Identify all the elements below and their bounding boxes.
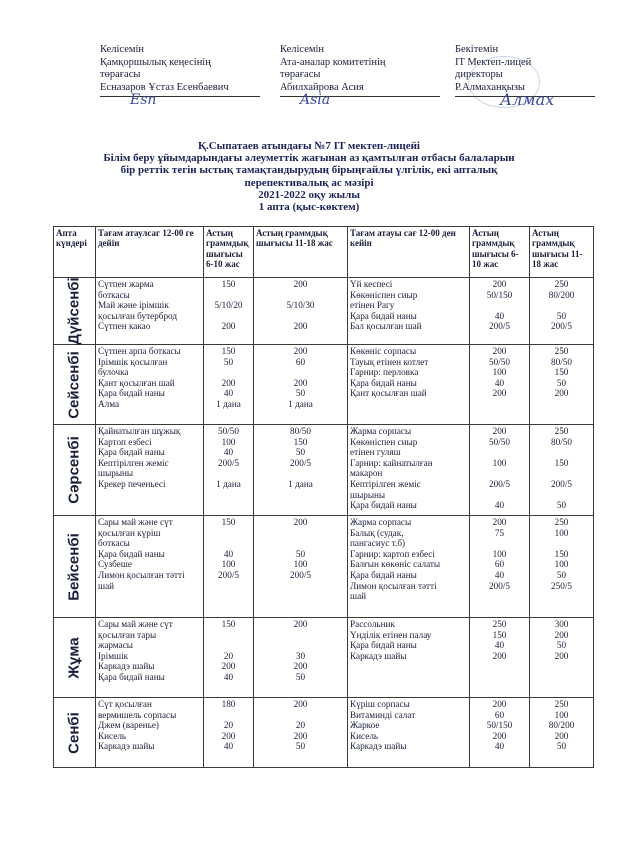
cell-line: Лимон қосылған тәтті (350, 580, 437, 591)
cell-line: 200 (492, 730, 507, 741)
cell-line: 200/5 (489, 478, 510, 489)
dish-cell (96, 698, 204, 768)
cell-line: 80/200 (548, 289, 575, 300)
cell-line: 20 (223, 720, 234, 731)
dish-cell (348, 425, 470, 516)
grams-cell (470, 698, 530, 768)
cell-line: 100 (554, 527, 569, 538)
cell-line: 150 (554, 367, 569, 378)
cell-line: шай (98, 580, 115, 591)
cell-line: 200 (221, 377, 236, 388)
cell-line (532, 538, 591, 549)
cell-line: 200 (492, 279, 507, 289)
cell-line: 40 (223, 447, 234, 458)
cell-line: 50 (295, 447, 306, 458)
cell-line: 100 (492, 367, 507, 378)
cell-line: Витаминді салат (350, 709, 416, 720)
cell-line: 100 (554, 559, 569, 570)
cell-line: Сүтпен жарма (98, 279, 154, 289)
table-row (54, 345, 594, 425)
cell-line: 50 (556, 310, 567, 321)
grams-cell (470, 516, 530, 618)
cell-line: 250 (492, 619, 507, 629)
dish-cell (348, 698, 470, 768)
cell-line: Каркадэ шайы (98, 741, 155, 752)
table-row (54, 425, 594, 516)
cell-line: 200 (293, 619, 308, 629)
cell-line: етінен гуляш (350, 447, 401, 458)
cell-line: 50 (556, 377, 567, 388)
cell-line: 200 (492, 426, 507, 436)
cell-line: 1 дана (288, 398, 313, 409)
cell-line: Қара бидай наны (350, 310, 417, 321)
cell-line (206, 311, 251, 322)
cell-line (206, 528, 251, 539)
cell-line: етінен Рагу (350, 300, 395, 311)
cell-line: 200 (492, 346, 507, 356)
cell-line: Май және ірімшік (98, 300, 169, 311)
cell-line (532, 468, 591, 479)
cell-line: Крекер печеньесі (98, 478, 166, 489)
grams-cell (204, 618, 254, 698)
cell-line: жармасы (98, 640, 133, 651)
cell-line: 50 (556, 741, 567, 752)
signature-director: Бекітемін IT Мектеп-лицей директоры Р.Алмаханқызы (455, 44, 595, 97)
cell-line: 250 (554, 517, 569, 527)
day-name: Сенбі (65, 711, 83, 754)
day-name: Дүйсенбі (65, 277, 83, 345)
cell-line: Қант қосылған шай (350, 388, 427, 399)
cell-line: 100 (554, 709, 569, 720)
cell-line: 150 (221, 279, 236, 289)
cell-line: Гарнир: перловка (350, 367, 419, 378)
cell-line: 200 (492, 650, 507, 661)
cell-line (532, 591, 591, 602)
cell-line: 1 дана (288, 478, 313, 489)
cell-line: 150 (293, 436, 308, 447)
cell-line: Жарма сорпасы (350, 517, 412, 527)
grams-cell (530, 516, 594, 618)
cell-line: 40 (494, 377, 505, 388)
table-row (54, 516, 594, 618)
grams-cell (254, 345, 348, 425)
cell-line: 150 (221, 517, 236, 527)
cell-line (206, 710, 251, 721)
dish-cell (96, 516, 204, 618)
cell-line (256, 538, 345, 549)
cell-line: 50 (556, 640, 567, 651)
cell-line: Джем (варенье) (98, 720, 159, 731)
cell-line: 5/10/30 (286, 300, 315, 311)
cell-line: 50 (223, 356, 234, 367)
cell-line: 40 (223, 388, 234, 399)
cell-line: Қара бидай наны (98, 671, 165, 682)
cell-line (206, 468, 251, 479)
grams-cell (204, 278, 254, 345)
cell-line: 200 (492, 699, 507, 709)
cell-line: 50/50 (218, 426, 239, 436)
table-row (54, 618, 594, 698)
cell-line: 200 (293, 279, 308, 289)
cell-line: 40 (494, 500, 505, 511)
cell-line: 50/150 (486, 720, 513, 731)
cell-line: 50 (556, 569, 567, 580)
cell-line: Қара бидай наны (350, 640, 417, 651)
cell-line: 5/10/20 (214, 300, 243, 311)
cell-line: 100 (492, 548, 507, 559)
cell-line: 1 дана (216, 398, 241, 409)
cell-line: 300 (554, 619, 569, 629)
cell-line: Сары май және сүт (98, 619, 173, 629)
cell-line: 200/5 (290, 569, 311, 580)
handwritten-signature-2: Asia (300, 92, 331, 108)
cell-line (472, 591, 527, 602)
cell-line: Картоп езбесі (98, 436, 152, 447)
day-cell (54, 516, 96, 618)
day-name: Бейсенбі (65, 532, 83, 601)
dish-cell (96, 618, 204, 698)
day-cell (54, 698, 96, 768)
cell-line: Бал қосылған шай (350, 321, 422, 332)
cell-line: 200 (293, 730, 308, 741)
header-day: Апта күндері (54, 227, 96, 278)
cell-line (206, 290, 251, 301)
cell-line (472, 447, 527, 458)
handwritten-signature-1: Esn (130, 92, 157, 108)
cell-line: 50/50 (489, 356, 510, 367)
grams-cell (204, 516, 254, 618)
cell-line: Күріш сорпасы (350, 699, 410, 709)
cell-line: Алма (98, 398, 120, 409)
grams-cell (530, 698, 594, 768)
cell-line: Кептірілген жеміс (98, 457, 169, 468)
cell-line: Кисель (350, 730, 379, 741)
cell-line: 80/200 (548, 720, 575, 731)
cell-line: 1 дана (216, 478, 241, 489)
cell-line (206, 367, 251, 378)
grams-cell (530, 278, 594, 345)
cell-line: Үй кеспесі (350, 279, 393, 289)
cell-line: 50 (295, 671, 306, 682)
cell-line: 200/5 (290, 457, 311, 468)
cell-line: 80/50 (551, 436, 572, 447)
cell-line: Каркадэ шайы (350, 741, 407, 752)
cell-line: Тауық етінен котлет (350, 356, 429, 367)
dish-cell (96, 425, 204, 516)
cell-line: 20 (223, 650, 234, 661)
cell-line: 60 (494, 709, 505, 720)
cell-line: 200 (492, 517, 507, 527)
cell-line: Сүт қосылған (98, 699, 152, 709)
cell-line: шай (350, 591, 367, 602)
cell-line (532, 300, 591, 311)
cell-line: Жарма сорпасы (350, 426, 412, 436)
cell-line: 250 (554, 426, 569, 436)
cell-line: 250/5 (551, 580, 572, 591)
cell-line: 100 (492, 457, 507, 468)
header-grams-11-18-a: Астың граммдық шығысы 11-18 жас (254, 227, 348, 278)
cell-line: 200/5 (489, 321, 510, 332)
cell-line: Гарнир: кайнатылған (350, 457, 433, 468)
cell-line: 200/5 (218, 457, 239, 468)
cell-line: 200 (554, 650, 569, 661)
cell-line: Қайнатылған шұжық (98, 426, 181, 436)
cell-line: 150 (492, 629, 507, 640)
cell-line: 200/5 (551, 321, 572, 332)
cell-line: 50 (295, 741, 306, 752)
cell-line: 50 (556, 500, 567, 511)
cell-line: боткасы (98, 289, 130, 300)
cell-line: 150 (221, 346, 236, 356)
grams-cell (204, 698, 254, 768)
cell-line: 200 (293, 321, 308, 332)
cell-line (472, 468, 527, 479)
cell-line (256, 528, 345, 539)
cell-line: Қара бидай наны (350, 569, 417, 580)
cell-line (256, 710, 345, 721)
cell-line (256, 290, 345, 301)
cell-line: 40 (494, 741, 505, 752)
cell-line: макарон (350, 468, 383, 479)
cell-line: Сүтпен какао (98, 321, 151, 332)
cell-line: Қант қосылған шай (98, 377, 175, 388)
header-dish-after-noon: Тағам атауы сағ 12-00 ден кейін (348, 227, 470, 278)
grams-cell (530, 618, 594, 698)
cell-line: Рассольник (350, 619, 395, 629)
cell-line: 80/50 (551, 356, 572, 367)
cell-line (472, 490, 527, 501)
cell-line: қосылған бутерброд (98, 310, 178, 321)
table-header-row (54, 227, 594, 278)
table-row (54, 278, 594, 345)
dish-cell (96, 345, 204, 425)
cell-line (206, 538, 251, 549)
day-cell (54, 425, 96, 516)
cell-line: Ірімшік қосылған (98, 356, 168, 367)
grams-cell (470, 278, 530, 345)
cell-line (206, 581, 251, 592)
cell-line: 40 (223, 548, 234, 559)
dish-cell (96, 278, 204, 345)
cell-line: 30 (295, 650, 306, 661)
signature-parents: Келісемін Ата-аналар комитетінің төрағасы Абилхайрова Асия (280, 44, 440, 97)
cell-line: 40 (494, 569, 505, 580)
cell-line: 200/5 (218, 569, 239, 580)
cell-line: 200 (554, 629, 569, 640)
cell-line: 200 (221, 321, 236, 332)
cell-line (256, 640, 345, 651)
document-title: Қ.Сыпатаев атындағы №7 IT мектеп-лицейі Білім беру ұйымдарындағы әлеуметтік жағынан аз қамтылған отбасы балаларын бір реттік тегін ыстық тамақтандырудың бірыңғайлы үлгілік, екі апталық перепективалық ас мәзірі 2021-2022 оқу жылы 1 апта (қыс-көктем) (103, 140, 515, 214)
dish-cell (348, 618, 470, 698)
cell-line: Кептірілген жеміс (350, 478, 421, 489)
day-name: Сейсенбі (65, 350, 83, 419)
cell-line (256, 311, 345, 322)
cell-line (532, 490, 591, 501)
cell-line: Көкөніспен сиыр (350, 436, 418, 447)
menu-table (53, 226, 594, 768)
dish-cell (348, 516, 470, 618)
header-dish-before-noon: Тағам атаулсаг 12-00 ге дейін (96, 227, 204, 278)
grams-cell (204, 425, 254, 516)
cell-line: Сузбеше (98, 559, 132, 570)
cell-line: 20 (295, 720, 306, 731)
cell-line: Қара бидай наны (98, 447, 165, 458)
cell-line: боткасы (98, 538, 130, 549)
cell-line: Лимон қосылған тәтті (98, 569, 185, 580)
cell-line: Көкөніс сорпасы (350, 346, 417, 356)
cell-line (256, 367, 345, 378)
cell-line: Кисель (98, 730, 127, 741)
cell-line: 100 (293, 559, 308, 570)
grams-cell (254, 516, 348, 618)
day-cell (54, 345, 96, 425)
cell-line: 100 (221, 436, 236, 447)
cell-line: 75 (494, 527, 505, 538)
cell-line (532, 447, 591, 458)
cell-line: 200 (221, 661, 236, 672)
cell-line: Жаркое (350, 720, 380, 731)
header-grams-6-10-b: Астың граммдық шығысы 6-10 жас (470, 227, 530, 278)
cell-line: Үнділік етінен палау (350, 629, 432, 640)
cell-line: пангасиус т.б) (350, 538, 406, 549)
cell-line: 50/150 (486, 289, 513, 300)
cell-line: вермишель сорпасы (98, 709, 177, 720)
day-name: Сәрсенбі (65, 436, 83, 504)
grams-cell (254, 425, 348, 516)
cell-line: Гарнир: картоп езбесі (350, 548, 435, 559)
cell-line: Каркадэ шайы (350, 650, 407, 661)
header-grams-11-18-b: Астың граммдық шығысы 11-18 жас (530, 227, 594, 278)
cell-line: 250 (554, 346, 569, 356)
cell-line (206, 640, 251, 651)
cell-line: шырыны (98, 468, 134, 479)
cell-line: 60 (295, 356, 306, 367)
cell-line: 250 (554, 699, 569, 709)
cell-line (472, 538, 527, 549)
grams-cell (470, 618, 530, 698)
cell-line (256, 581, 345, 592)
cell-line: Ірімшік (98, 650, 129, 661)
grams-cell (530, 425, 594, 516)
cell-line: Қара бидай наны (98, 388, 165, 399)
header-grams-6-10-a: Астың граммдық шығысы 6-10 жас (204, 227, 254, 278)
cell-line: Қара бидай наны (350, 500, 417, 511)
cell-line: 40 (494, 310, 505, 321)
cell-line: қосылған тары (98, 629, 157, 640)
grams-cell (204, 345, 254, 425)
cell-line: 200 (293, 517, 308, 527)
cell-line: шырыны (350, 489, 386, 500)
cell-line: 60 (494, 559, 505, 570)
day-name: Жұма (65, 636, 83, 679)
cell-line: 200/5 (489, 580, 510, 591)
cell-line: 40 (223, 741, 234, 752)
cell-line: 50 (295, 548, 306, 559)
cell-line: Қара бидай наны (350, 377, 417, 388)
cell-line: 150 (554, 457, 569, 468)
signature-trustee: Келісемін Қамқоршылық кеңесінің төрағасы Есназаров Ұстаз Есенбаевич (100, 44, 260, 97)
cell-line: 40 (494, 640, 505, 651)
cell-line: 200 (221, 730, 236, 741)
cell-line (256, 468, 345, 479)
grams-cell (530, 345, 594, 425)
cell-line: 100 (221, 559, 236, 570)
cell-line: 50 (295, 388, 306, 399)
dish-cell (348, 278, 470, 345)
cell-line: 200 (293, 699, 308, 709)
cell-line: 180 (221, 699, 236, 709)
day-cell (54, 618, 96, 698)
cell-line: Балғын көкөніс салаты (350, 559, 441, 570)
cell-line: Балық (судак, (350, 527, 404, 538)
cell-line: Көкөніспен сиыр (350, 289, 418, 300)
cell-line: 40 (223, 671, 234, 682)
cell-line: 80/50 (290, 426, 311, 436)
day-cell (54, 278, 96, 345)
cell-line: 200 (293, 377, 308, 388)
dish-cell (348, 345, 470, 425)
cell-line (256, 630, 345, 641)
cell-line: 200 (293, 661, 308, 672)
cell-line: 200 (293, 346, 308, 356)
cell-line: 150 (221, 619, 236, 629)
cell-line: 50/50 (489, 436, 510, 447)
cell-line: 150 (554, 548, 569, 559)
cell-line: булочка (98, 367, 129, 378)
cell-line: 200 (554, 730, 569, 741)
grams-cell (470, 425, 530, 516)
cell-line: 200 (554, 388, 569, 399)
grams-cell (254, 278, 348, 345)
cell-line: 250 (554, 279, 569, 289)
cell-line: қосылған күріш (98, 527, 161, 538)
handwritten-signature-3: Алмах (500, 90, 555, 109)
grams-cell (470, 345, 530, 425)
cell-line: 200/5 (551, 478, 572, 489)
cell-line: 200 (492, 388, 507, 399)
cell-line: Каркадэ шайы (98, 661, 155, 672)
cell-line (472, 300, 527, 311)
cell-line (206, 630, 251, 641)
grams-cell (254, 698, 348, 768)
cell-line: Қара бидай наны (98, 548, 165, 559)
table-row (54, 698, 594, 768)
grams-cell (254, 618, 348, 698)
cell-line: Сүтпен арпа боткасы (98, 346, 181, 356)
menu-body (54, 278, 594, 768)
cell-line: Сары май және сүт (98, 517, 173, 527)
